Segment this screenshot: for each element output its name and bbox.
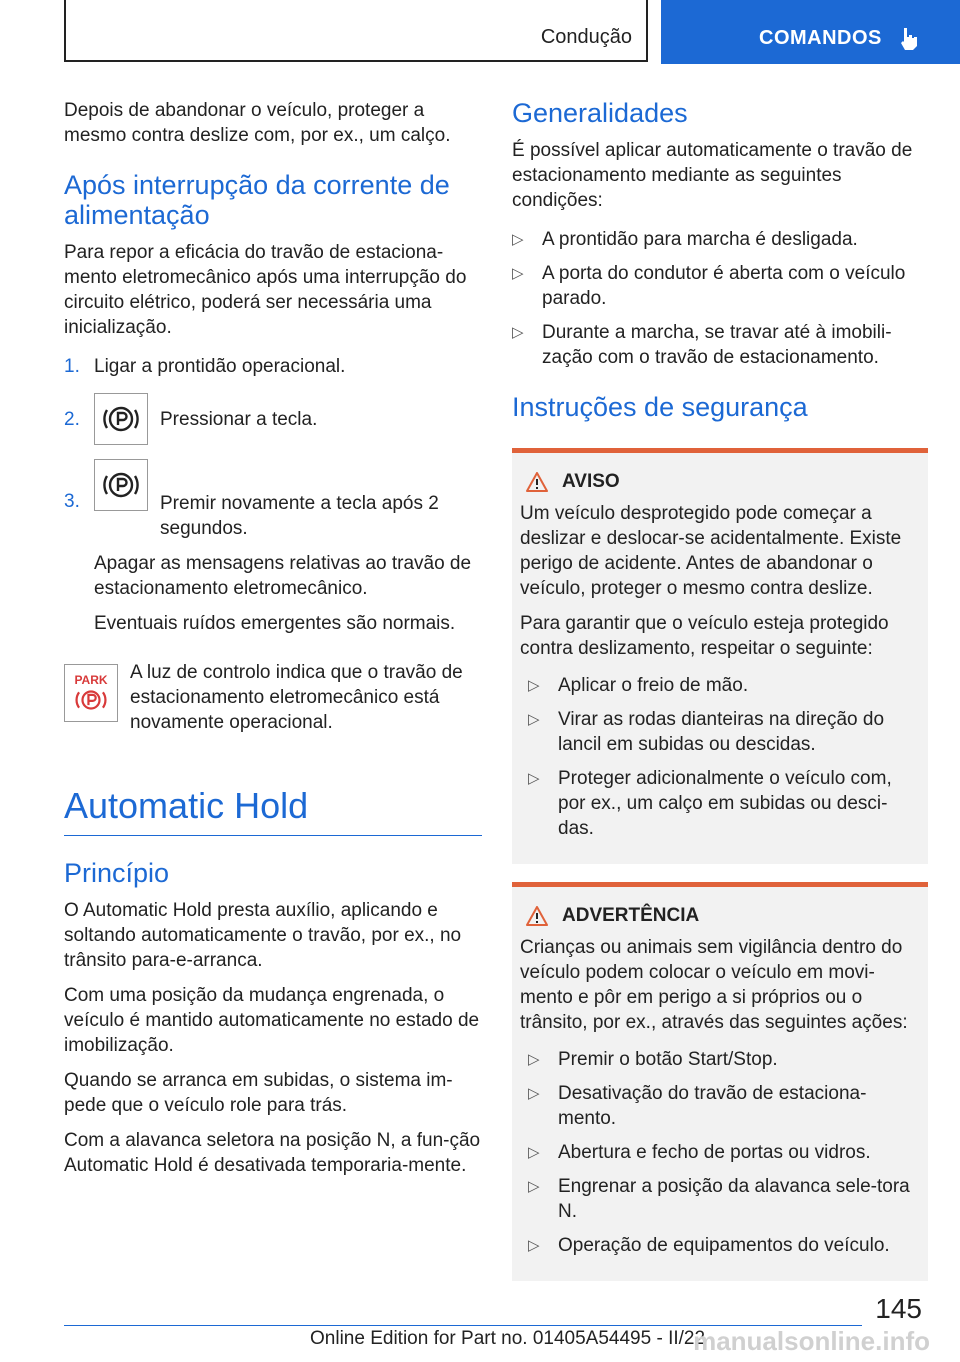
intro-paragraph: Depois de abandonar o veículo, proteger a mesmo contra deslize com, por ex., um calço.: [64, 100, 451, 146]
list-item: [512, 227, 928, 252]
triangle-bullet-icon: ▷: [528, 1051, 540, 1068]
warning-title: ADVERTÊNCIA: [562, 905, 700, 926]
watermark: manualsonline.info: [693, 1326, 930, 1356]
header-section-label: Condução: [540, 26, 632, 48]
list-item-text: Virar as rodas dianteiras na direção do lancil em subidas ou descidas.: [558, 709, 885, 755]
principle-paragraph-2: Com uma posição da mudança engrenada, o veículo é mantido automaticamente no estado de imobilização.: [64, 985, 480, 1056]
step3-note-1: Apagar as mensagens relativas ao travão de estacionamento eletromecânico.: [94, 553, 472, 599]
warning-paragraph-2: Para garantir que o veículo esteja protegido contra deslizamento, respeitar o seguinte:: [520, 613, 889, 659]
park-indicator-text: A luz de controlo indica que o travão de estacionamento eletromecânico está novamente operacional.: [130, 662, 463, 733]
list-item: [528, 1081, 920, 1131]
list-item-text: Durante a marcha, se travar até à imobili-zação com o travão de estacionamento.: [542, 322, 892, 368]
list-item: [528, 1140, 920, 1165]
list-item-text: Aplicar o freio de mão.: [558, 675, 749, 696]
step-number: 1.: [64, 356, 80, 377]
warning-title: AVISO: [562, 471, 620, 492]
list-item-text: Desativação do travão de estaciona-mento.: [558, 1083, 867, 1129]
list-item: [512, 261, 928, 311]
park-warning-light-icon: [64, 664, 118, 722]
step-3: [64, 459, 482, 646]
warning-list: [520, 673, 920, 841]
step-text: Premir novamente a tecla após 2 segundos.: [160, 493, 439, 539]
power-paragraph: Para repor a eficácia do travão de estaciona-mento eletromecânico após uma interrupção do circuito elétrico, poderá ser necessária uma inicialização.: [64, 242, 467, 338]
list-item-text: Abertura e fecho de portas ou vidros.: [558, 1142, 871, 1163]
heading-safety: Instruções de segurança: [512, 392, 808, 422]
principle-paragraph-3: Quando se arranca em subidas, o sistema im-pede que o veículo role para trás.: [64, 1070, 453, 1116]
conditions-list: [512, 227, 928, 370]
heading-principle: Princípio: [64, 858, 170, 888]
warning-list: [520, 1047, 920, 1258]
triangle-bullet-icon: ▷: [512, 324, 524, 341]
triangle-bullet-icon: ▷: [528, 770, 540, 787]
parking-brake-button-icon: [94, 393, 148, 445]
left-column: [64, 98, 482, 1188]
warning-header: [520, 471, 920, 493]
list-item-text: Operação de equipamentos do veículo.: [558, 1235, 890, 1256]
heading-power-interruption: Após interrupção da corrente de alimentação: [64, 170, 450, 230]
triangle-bullet-icon: ▷: [512, 265, 524, 282]
list-item-text: Engrenar a posição da alavanca sele-tora N.: [558, 1176, 910, 1222]
warning-paragraph-1: Crianças ou animais sem vigilância dentro do veículo podem colocar o veículo em movi-mento e pôr em perigo a si próprios ou o trânsito, por ex., através das seguintes ações:: [520, 937, 908, 1033]
triangle-bullet-icon: ▷: [528, 1144, 540, 1161]
principle-paragraph-1: O Automatic Hold presta auxílio, aplicando e soltando automaticamente o travão, por ex., no trânsito para-e-arranca.: [64, 900, 462, 971]
warning-header: [520, 905, 920, 927]
triangle-bullet-icon: ▷: [528, 1237, 540, 1254]
warning-triangle-icon: [526, 906, 548, 926]
warning-box-aviso: [512, 448, 928, 864]
step-number: 3.: [64, 491, 80, 512]
triangle-bullet-icon: ▷: [528, 711, 540, 728]
list-item: [528, 1047, 920, 1072]
warning-paragraph-1: Um veículo desprotegido pode começar a deslizar e deslocar-se acidentalmente. Existe perigo de acidente. Antes de abandonar o veículo, proteger o mesmo contra deslize.: [520, 503, 902, 599]
step-text: Pressionar a tecla.: [160, 408, 318, 430]
list-item: [528, 1233, 920, 1258]
warning-triangle-icon: [526, 472, 548, 492]
park-indicator-row: [64, 660, 482, 745]
header-chapter-tab: [661, 0, 960, 64]
list-item: [512, 320, 928, 370]
general-paragraph: É possível aplicar automaticamente o travão de estacionamento mediante as seguintes condições:: [512, 140, 913, 211]
list-item-text: A prontidão para marcha é desligada.: [542, 229, 858, 250]
triangle-bullet-icon: ▷: [528, 677, 540, 694]
page-number: 145: [875, 1293, 922, 1324]
right-column: [512, 98, 928, 1281]
step3-note-2: Eventuais ruídos emergentes são normais.: [94, 613, 456, 634]
park-icon-label: PARK: [74, 672, 108, 687]
step-number: 2.: [64, 408, 80, 430]
principle-paragraph-4: Com a alavanca seletora na posição N, a fun-ção Automatic Hold é desativada temporaria-mente.: [64, 1130, 481, 1176]
heading-automatic-hold: Automatic Hold: [64, 785, 482, 836]
list-item-text: Proteger adicionalmente o veículo com, por ex., um calço em subidas ou desci-das.: [558, 768, 892, 839]
warning-box-advertencia: [512, 882, 928, 1281]
list-item-text: Premir o botão Start/Stop.: [558, 1049, 778, 1070]
triangle-bullet-icon: ▷: [512, 231, 524, 248]
step-text: Ligar a prontidão operacional.: [94, 356, 346, 377]
hand-pointer-icon: [898, 26, 920, 52]
header-chapter-label: COMANDOS: [759, 27, 882, 49]
list-item: [528, 766, 920, 841]
list-item: [528, 673, 920, 698]
list-item-text: A porta do condutor é aberta com o veículo parado.: [542, 263, 906, 309]
heading-general: Generalidades: [512, 98, 688, 128]
step-1: [64, 354, 482, 379]
triangle-bullet-icon: ▷: [528, 1178, 540, 1195]
list-item: [528, 1174, 920, 1224]
parking-brake-button-icon: [94, 459, 148, 511]
footer-edition: Online Edition for Part no. 01405A54495 - II/22: [310, 1328, 706, 1349]
header-section-tab: [64, 0, 648, 62]
step-2: [64, 393, 482, 445]
list-item: [528, 707, 920, 757]
triangle-bullet-icon: ▷: [528, 1085, 540, 1102]
